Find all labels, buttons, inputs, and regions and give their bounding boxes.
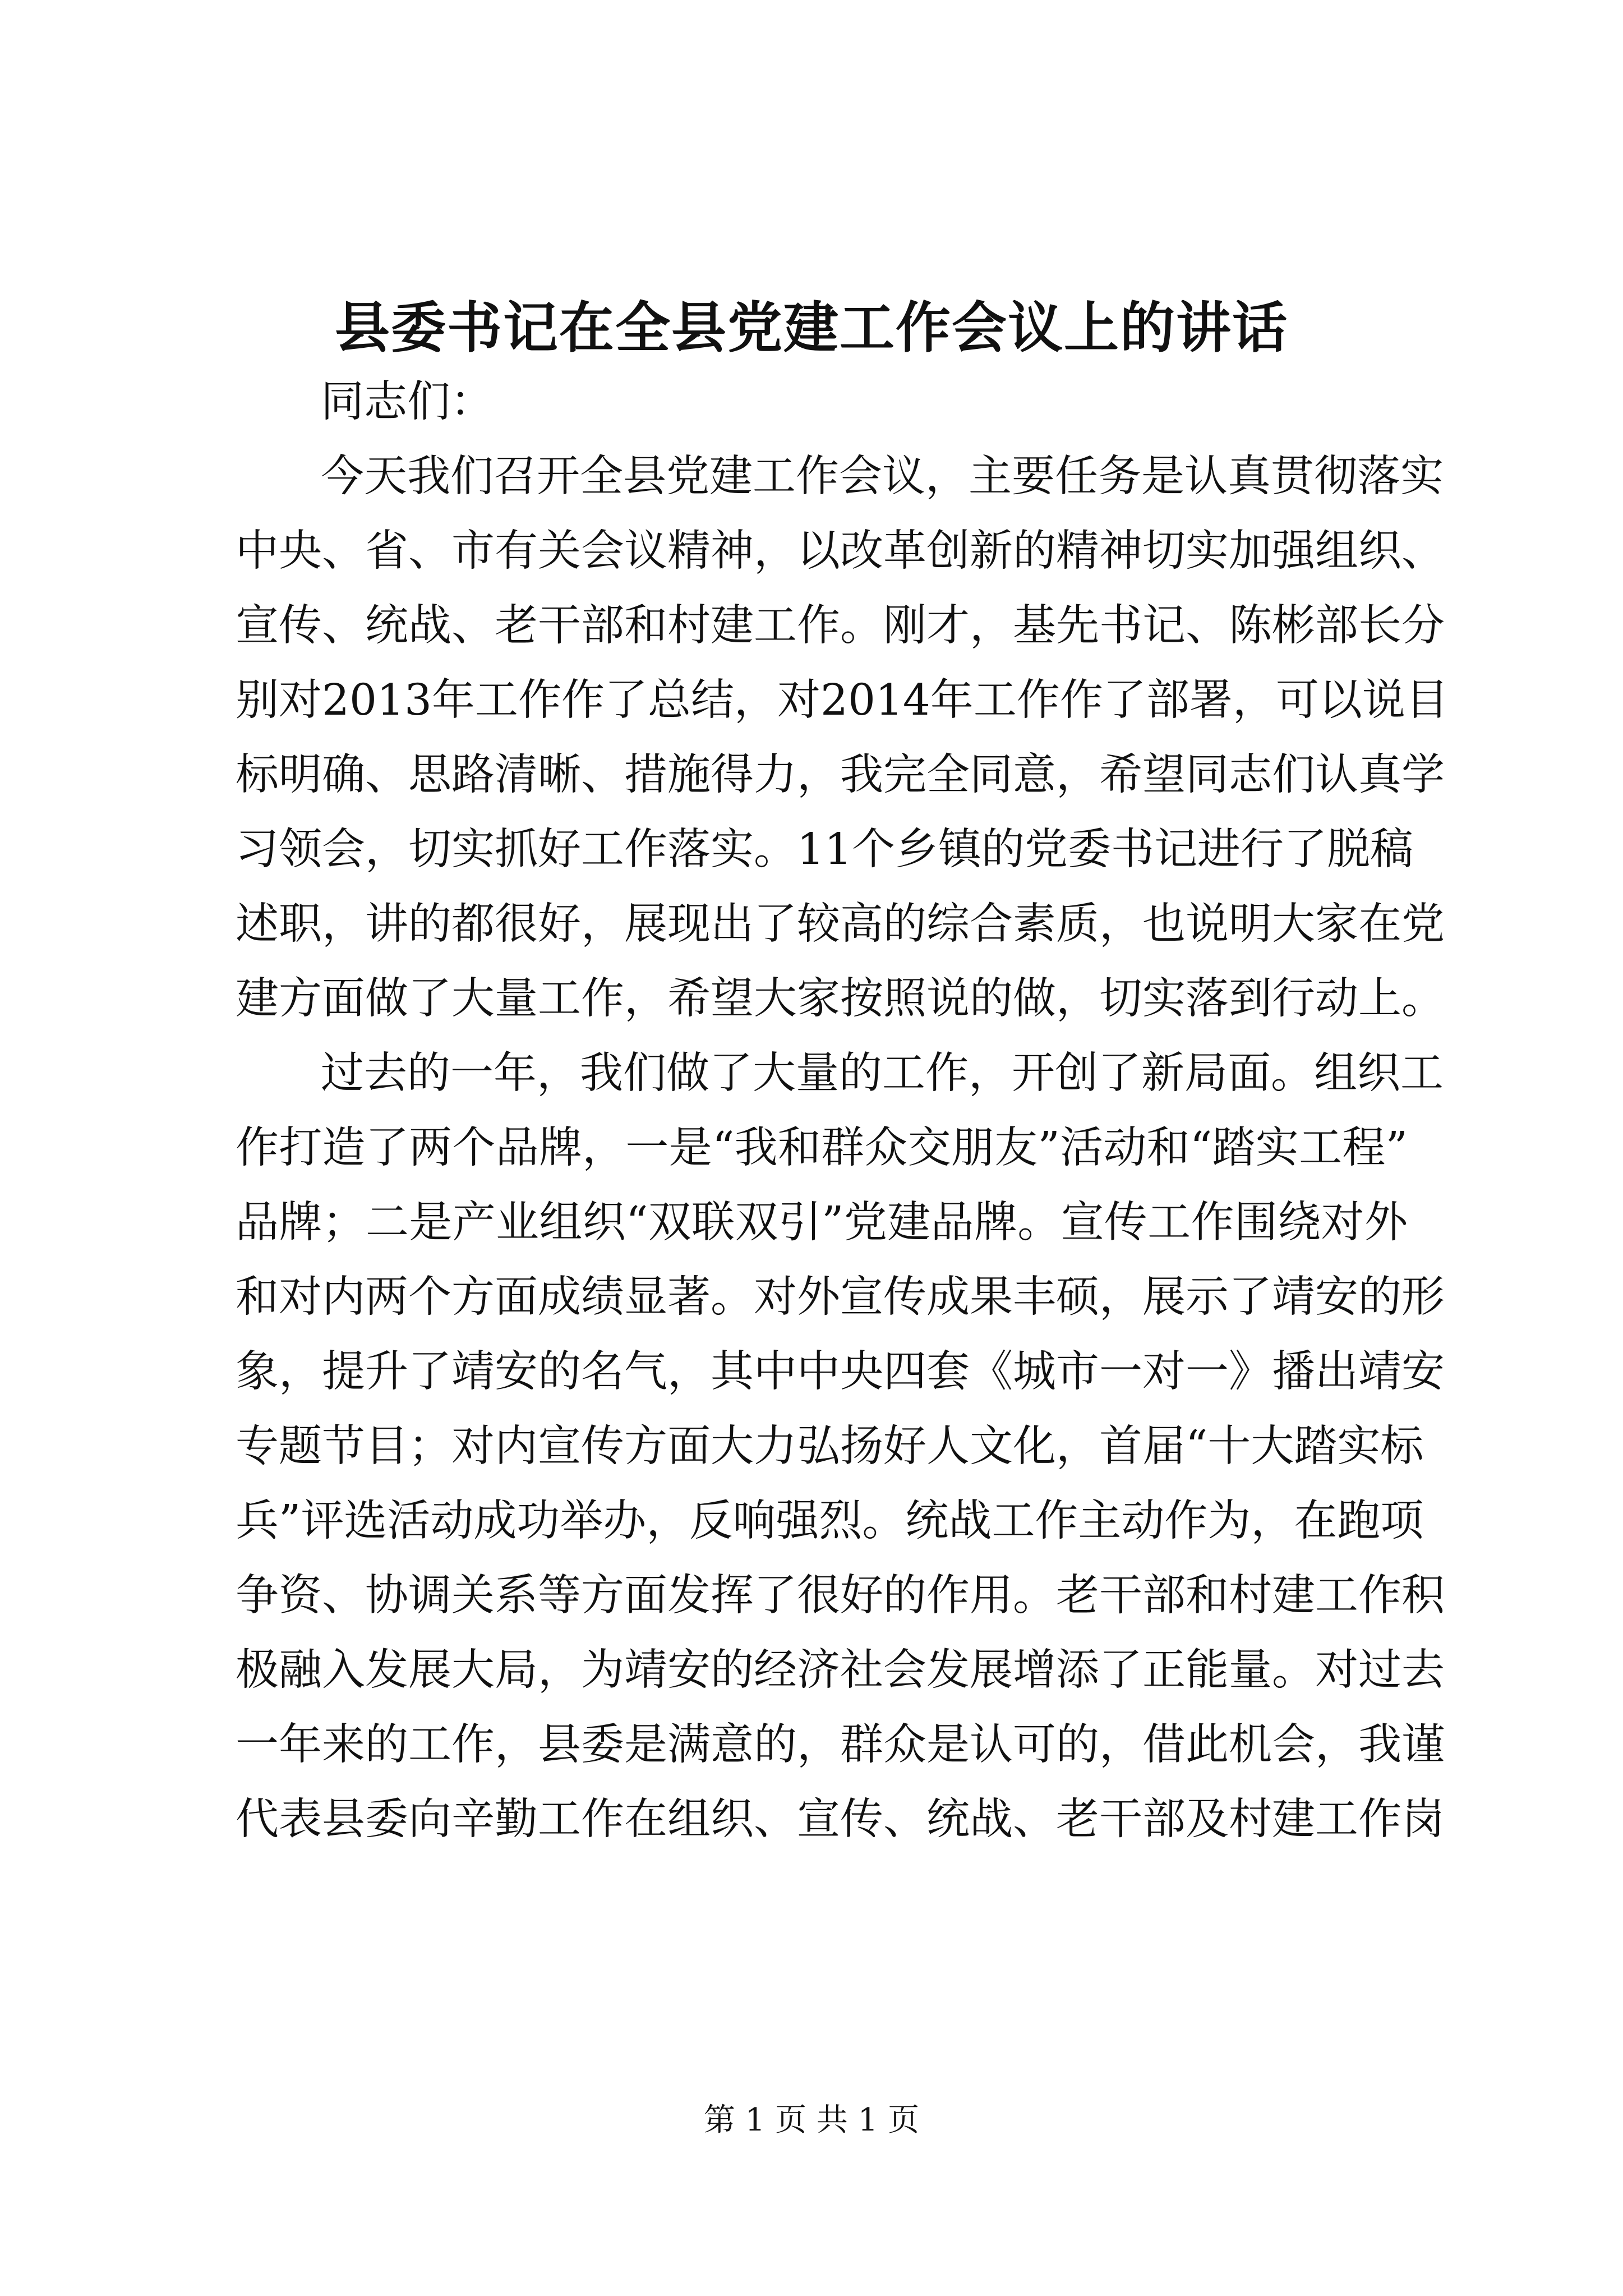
paragraph-1 (236, 439, 1449, 1036)
paragraph-line: 过去的一年，我们做了大量的工作，开创了新局面。组织工 (321, 1048, 1444, 1098)
paragraph-line: 习领会，切实抓好工作落实。11个乡镇的党委书记进行了脱稿 (236, 825, 1413, 875)
paragraph-line: 极融入发展大局，为靖安的经济社会发展增添了正能量。对过去 (236, 1645, 1445, 1695)
paragraph-line: 中央、省、市有关会议精神，以改革创新的精神切实加强组织、 (236, 526, 1445, 576)
paragraph-line: 宣传、统战、老干部和村建工作。刚才，基先书记、陈彬部长分 (236, 601, 1445, 651)
paragraph-line: 标明确、思路清晰、措施得力，我完全同意，希望同志们认真学 (236, 750, 1445, 800)
paragraph-line: 品牌；二是产业组织“双联双引”党建品牌。宣传工作围绕对外 (236, 1198, 1408, 1248)
paragraph-line: 一年来的工作，县委是满意的，群众是认可的，借此机会，我谨 (236, 1720, 1445, 1770)
paragraph-line: 兵”评选活动成功举办，反响强烈。统战工作主动作为，在跑项 (236, 1496, 1424, 1546)
page-footer: 第 1 页 共 1 页 (703, 2102, 920, 2138)
paragraph-line: 争资、协调关系等方面发挥了很好的作用。老干部和村建工作积 (236, 1571, 1445, 1621)
paragraph-line: 建方面做了大量工作，希望大家按照说的做，切实落到行动上。 (236, 974, 1445, 1024)
document-title: 县委书记在全县党建工作会议上的讲话 (334, 296, 1288, 360)
paragraph-line: 象，提升了靖安的名气，其中中央四套《城市一对一》播出靖安 (236, 1347, 1445, 1397)
paragraph-line: 作打造了两个品牌，一是“我和群众交朋友”活动和“踏实工程” (236, 1123, 1408, 1173)
salutation (236, 365, 1408, 439)
paragraph-line: 代表县委向辛勤工作在组织、宣传、统战、老干部及村建工作岗 (236, 1795, 1445, 1844)
salutation-line: 同志们： (321, 377, 494, 427)
paragraph-line: 述职，讲的都很好，展现出了较高的综合素质，也说明大家在党 (236, 899, 1445, 949)
paragraph-line: 和对内两个方面成绩显著。对外宣传成果丰硕，展示了靖安的形 (236, 1272, 1445, 1322)
paragraph-line: 别对2013年工作作了总结，对2014年工作作了部署，可以说目 (236, 675, 1449, 725)
paragraph-2 (236, 1036, 1445, 1857)
paragraph-line: 专题节目；对内宣传方面大力弘扬好人文化，首届“十大踏实标 (236, 1421, 1424, 1471)
paragraph-line: 今天我们召开全县党建工作会议，主要任务是认真贯彻落实 (321, 452, 1444, 501)
document-body (236, 365, 1449, 1857)
